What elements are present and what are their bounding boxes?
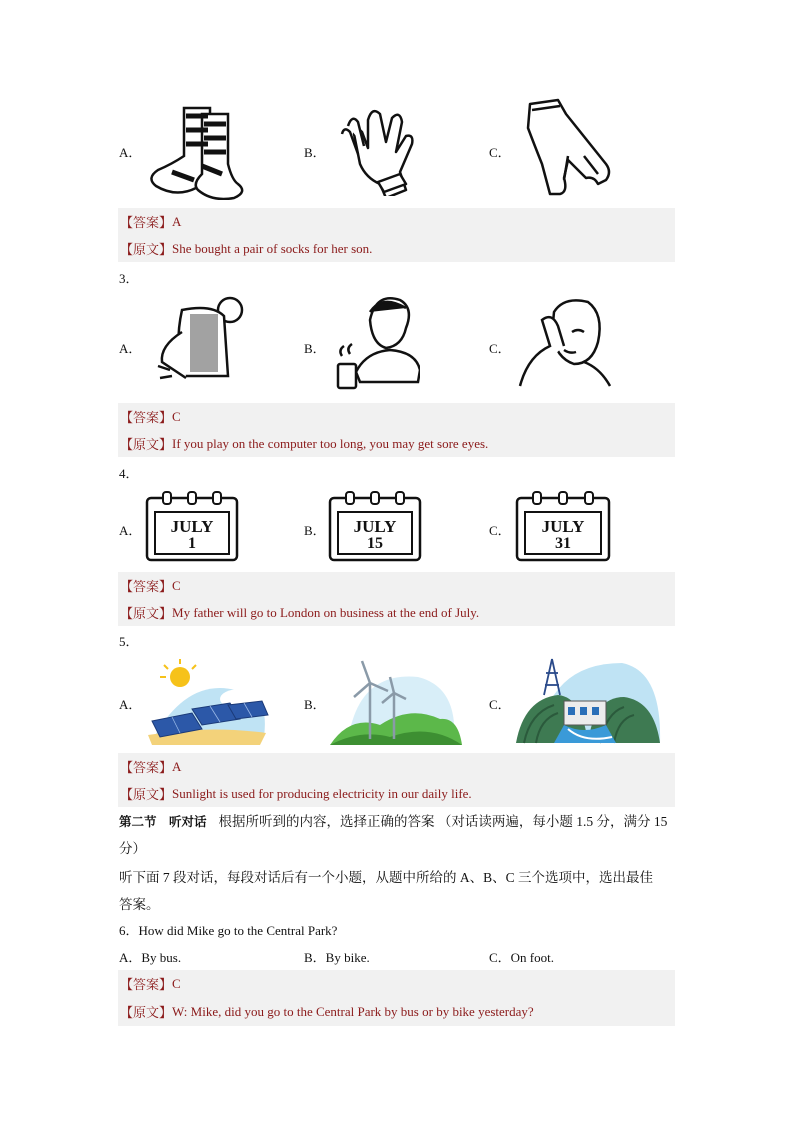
transcript-tag: 【原文】	[120, 437, 173, 452]
transcript-text: She bought a pair of socks for her son.	[172, 240, 373, 256]
answer-value: C	[172, 975, 181, 991]
answer-tag: 【答案】	[120, 579, 173, 594]
option-b-label: B．	[304, 523, 326, 538]
answer-tag: 【答案】	[120, 410, 173, 425]
hydropower-dam-image	[514, 655, 662, 747]
sore-throat-image	[330, 292, 420, 396]
option-b[interactable]: B．By bike.	[304, 950, 370, 965]
option-c-label: C．	[489, 341, 511, 356]
section-instruction-cont: 分）	[119, 841, 146, 856]
transcript-band	[118, 780, 675, 807]
answer-band	[118, 753, 675, 780]
question-number: 3．	[119, 271, 139, 286]
calendar-day: 15	[367, 535, 383, 552]
option-b-label: B．	[304, 697, 326, 712]
transcript-tag: 【原文】	[120, 787, 173, 802]
transcript-text: W: Mike, did you go to the Central Park by bus or by bike yesterday?	[172, 1003, 534, 1019]
transcript-tag: 【原文】	[120, 1005, 173, 1020]
option-b-label: B．	[304, 145, 326, 160]
option-a[interactable]: A．By bus.	[119, 950, 182, 965]
transcript-band	[118, 997, 675, 1026]
calendar-day: 1	[188, 535, 196, 552]
gloves-image	[328, 100, 420, 196]
section-heading: 第二节 听对话	[119, 814, 207, 829]
calendar-month: JULY	[353, 517, 397, 536]
directions-line1: 听下面 7 段对话，每段对话后有一个小题，从题中所给的 A、B、C 三个选项中，选出最佳	[119, 870, 654, 885]
answer-tag: 【答案】	[120, 760, 173, 775]
wind-turbines-image	[328, 657, 464, 747]
option-c-label: C．	[489, 145, 511, 160]
option-b-label: B．	[304, 341, 326, 356]
option-c-label: C．	[489, 697, 511, 712]
socks-image	[142, 100, 246, 200]
answer-value: C	[172, 408, 181, 424]
option-a-label: A．	[119, 145, 142, 160]
calendar-july-1	[145, 490, 239, 562]
transcript-text: My father will go to London on business at the end of July.	[172, 604, 480, 620]
transcript-tag: 【原文】	[120, 606, 173, 621]
trousers-image	[512, 96, 620, 204]
answer-band	[118, 572, 675, 599]
transcript-band	[118, 599, 675, 626]
answer-value: A	[172, 213, 182, 229]
option-a-label: A．	[119, 523, 142, 538]
question-text: 6．How did Mike go to the Central Park?	[119, 923, 338, 938]
answer-band	[118, 208, 675, 235]
answer-value: C	[172, 577, 181, 593]
question-number: 4．	[119, 466, 139, 481]
calendar-month: JULY	[170, 517, 214, 536]
section-heading-row	[119, 810, 667, 830]
answer-value: A	[172, 758, 182, 774]
calendar-day: 31	[555, 535, 571, 552]
answer-band	[118, 403, 675, 430]
transcript-band	[118, 430, 675, 457]
calendar-july-31	[515, 490, 611, 562]
question-number: 5．	[119, 634, 139, 649]
section-instruction: 根据所听到的内容，选择正确的答案 （对话读两遍，每小题 1.5 分，满分 15	[218, 814, 668, 829]
backache-image	[152, 292, 246, 396]
calendar-month: JULY	[541, 517, 585, 536]
answer-tag: 【答案】	[120, 215, 173, 230]
solar-panels-image	[144, 657, 270, 749]
transcript-text: If you play on the computer too long, you may get sore eyes.	[172, 435, 489, 451]
transcript-tag: 【原文】	[120, 242, 173, 257]
option-c-label: C．	[489, 523, 511, 538]
option-a-label: A．	[119, 341, 142, 356]
transcript-text: Sunlight is used for producing electricity in our daily life.	[172, 785, 472, 801]
option-a-label: A．	[119, 697, 142, 712]
directions-line2: 答案。	[119, 897, 160, 912]
calendar-july-15	[328, 490, 422, 562]
transcript-band	[118, 235, 675, 262]
sore-eyes-image	[514, 292, 616, 388]
answer-band	[118, 970, 675, 997]
option-c[interactable]: C．On foot.	[489, 950, 555, 965]
answer-tag: 【答案】	[120, 977, 173, 992]
